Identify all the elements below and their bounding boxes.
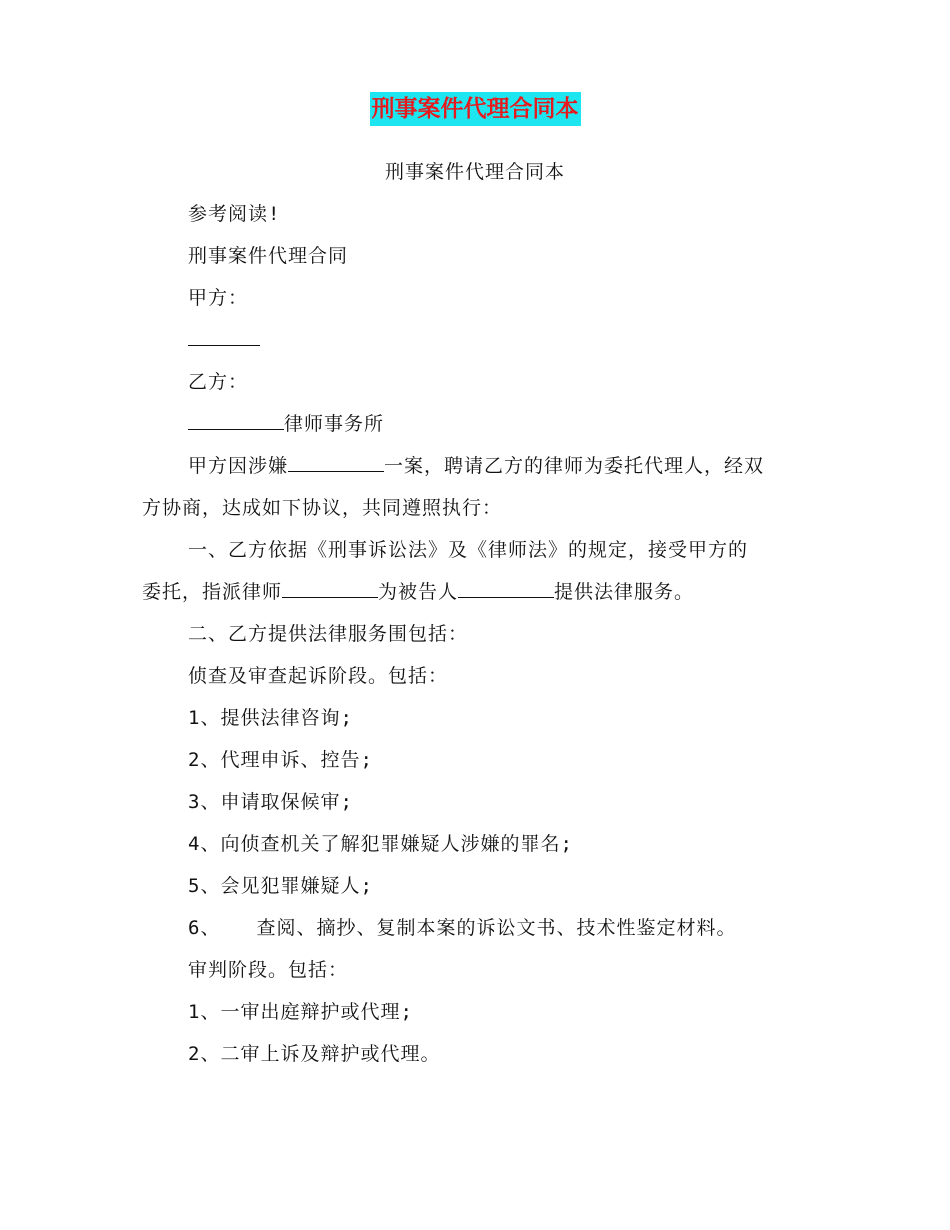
list-item bbox=[142, 914, 822, 956]
paragraph-2-part-b: 为被告人 bbox=[378, 581, 459, 603]
list-item: 4、向侦查机关了解犯罪嫌疑人涉嫌的罪名; bbox=[188, 833, 573, 855]
law-firm-blank[interactable] bbox=[188, 411, 284, 430]
list-item-text: 查阅、摘抄、复制本案的诉讼文书、技术性鉴定材料。 bbox=[256, 917, 737, 939]
paragraph-2-part-c: 提供法律服务。 bbox=[554, 581, 695, 603]
case-name-blank[interactable] bbox=[288, 453, 384, 472]
reference-note: 参考阅读! bbox=[188, 203, 281, 225]
banner-title: 刑事案件代理合同本 bbox=[370, 92, 581, 126]
stage-trial: 审判阶段。包括： bbox=[188, 959, 349, 981]
list-item: 1、提供法律咨询; bbox=[188, 707, 353, 729]
paragraph-1-end: 一案，聘请乙方的律师为委托代理人，经双 bbox=[384, 455, 765, 477]
paragraph-1 bbox=[142, 452, 822, 494]
law-firm-suffix: 律师事务所 bbox=[284, 413, 385, 435]
document-subtitle: 刑事案件代理合同本 bbox=[384, 161, 565, 183]
paragraph-1-continued: 方协商，达成如下协议，共同遵照执行： bbox=[142, 497, 503, 519]
paragraph-2-continued bbox=[142, 578, 822, 620]
party-b-label: 乙方： bbox=[188, 371, 249, 393]
list-item: 2、二审上诉及辩护或代理。 bbox=[188, 1043, 441, 1065]
defendant-name-blank[interactable] bbox=[458, 579, 554, 598]
list-item-number: 6、 bbox=[188, 917, 221, 939]
lawyer-name-blank[interactable] bbox=[282, 579, 378, 598]
paragraph-3: 二、乙方提供法律服务围包括： bbox=[188, 623, 469, 645]
list-item: 5、会见犯罪嫌疑人; bbox=[188, 875, 373, 897]
party-a-label: 甲方： bbox=[188, 287, 249, 309]
paragraph-1-start: 甲方因涉嫌 bbox=[188, 455, 289, 477]
paragraph-2: 一、乙方依据《刑事诉讼法》及《律师法》的规定，接受甲方的 bbox=[188, 539, 749, 561]
list-item: 3、申请取保候审; bbox=[188, 791, 353, 813]
list-item: 2、代理申诉、控告; bbox=[188, 749, 373, 771]
contract-name: 刑事案件代理合同 bbox=[188, 245, 349, 267]
law-firm-line bbox=[142, 410, 822, 452]
paragraph-2-part-a: 委托，指派律师 bbox=[142, 581, 283, 603]
banner-container bbox=[0, 92, 950, 126]
stage-investigation: 侦查及审查起诉阶段。包括： bbox=[188, 665, 449, 687]
list-item: 1、一审出庭辩护或代理; bbox=[188, 1001, 413, 1023]
party-a-blank-line bbox=[142, 326, 822, 368]
document-body bbox=[142, 200, 822, 1082]
party-a-blank[interactable] bbox=[188, 327, 260, 346]
